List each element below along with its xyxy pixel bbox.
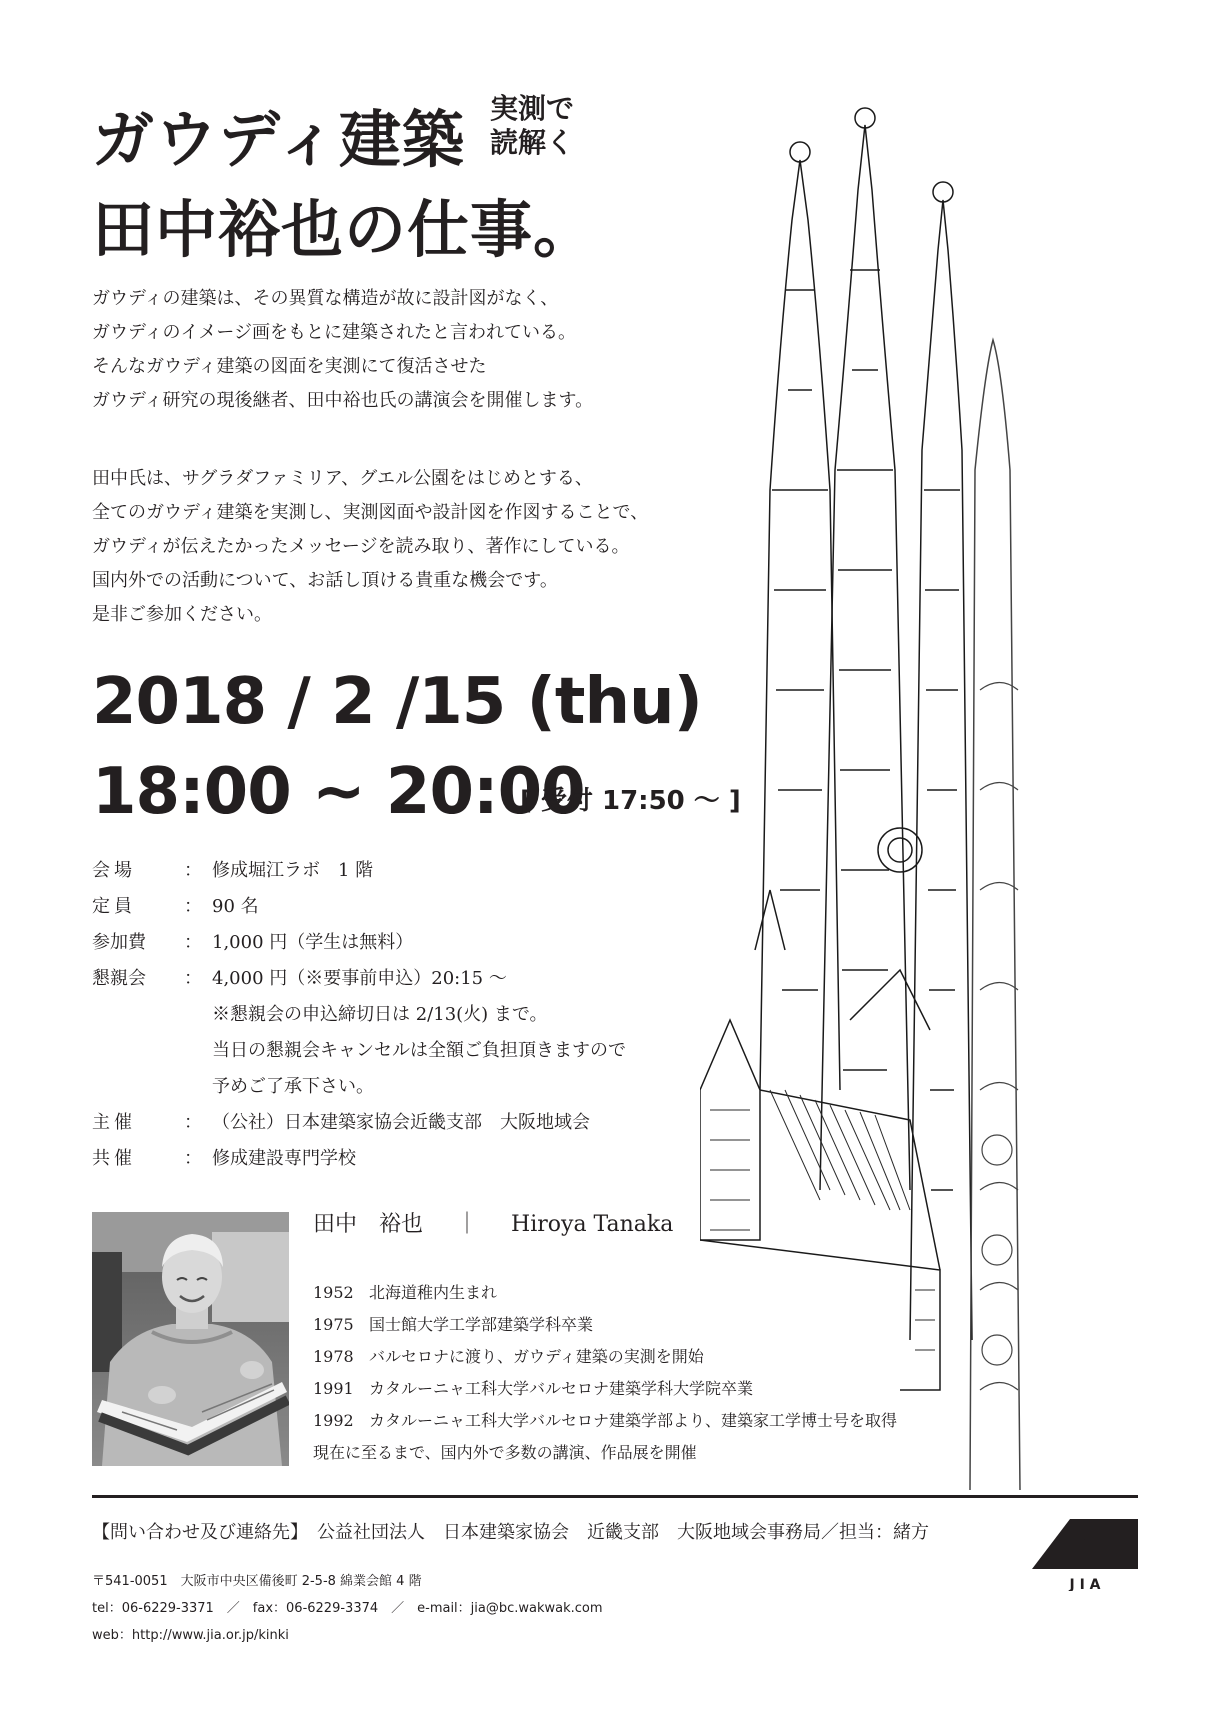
- party-note-1: ※懇親会の申込締切日は 2/13(火) まで。: [212, 1004, 548, 1025]
- contact-details: [92, 1568, 603, 1649]
- info-colon: ：: [184, 860, 202, 881]
- intro-line: 田中氏は、サグラダファミリア、グエル公園をはじめとする、: [92, 468, 593, 489]
- footer-divider: [92, 1495, 1138, 1498]
- cosponsor-label: 共催: [92, 1148, 136, 1169]
- phone-fax-email-line: tel：06-6229-3371 ／ fax：06-6229-3374 ／ e-mail：jia@bc.wakwak.com: [92, 1601, 603, 1616]
- main-title-line1: ガウディ建築: [92, 103, 466, 176]
- capacity-value: 90 名: [212, 896, 259, 917]
- reception-time: [ 受付 17:50 〜 ]: [520, 786, 741, 816]
- intro-line: ガウディが伝えたかったメッセージを読み取り、著作にしている。: [92, 536, 630, 557]
- subtitle-line1: 実測で: [490, 92, 575, 125]
- venue-value: 修成堀江ラボ 1 階: [212, 860, 374, 881]
- organizer-label: 主催: [92, 1112, 136, 1133]
- capacity-label: 定員: [92, 896, 136, 917]
- party-label: 懇親会: [92, 968, 146, 989]
- history-text: バルセロナに渡り、ガウディ建築の実測を開始: [369, 1347, 704, 1366]
- history-year: 1952: [313, 1283, 354, 1302]
- intro-line: ガウディの建築は、その異質な構造が故に設計図がなく、: [92, 288, 559, 309]
- intro-line: そんなガウディ建築の図面を実測にて復活させた: [92, 356, 487, 377]
- organizer-value: （公社）日本建築家協会近畿支部 大阪地域会: [212, 1112, 590, 1133]
- fee-value: 1,000 円（学生は無料）: [212, 932, 414, 953]
- intro-line: 国内外での活動について、お話し頂ける貴重な機会です。: [92, 570, 558, 591]
- venue-label: 会場: [92, 860, 136, 881]
- info-colon: ：: [184, 932, 202, 953]
- intro-line: 全てのガウディ建築を実測し、実測図面や設計図を作図することで、: [92, 502, 649, 523]
- contact-line: 【問い合わせ及び連絡先】 公益社団法人 日本建築家協会 近畿支部 大阪地域会事務局／担当：緒方: [92, 1522, 929, 1543]
- intro-line: 是非ご参加ください。: [92, 604, 272, 625]
- history-text: カタルーニャ工科大学バルセロナ建築学部より、建築家工学博士号を取得: [369, 1411, 898, 1430]
- speaker-name-ja: 田中 裕也: [313, 1212, 424, 1237]
- intro-paragraph-2: [92, 462, 732, 632]
- web-line: web：http://www.jia.or.jp/kinki: [92, 1628, 289, 1643]
- intro-paragraph-1: [92, 282, 732, 418]
- speaker-photo: [92, 1212, 289, 1466]
- info-colon: ：: [184, 968, 202, 989]
- party-note-2: 当日の懇親会キャンセルは全額ご負担頂きますので: [212, 1040, 626, 1061]
- party-value: 4,000 円（※要事前申込）20:15 〜: [212, 968, 507, 989]
- intro-line: ガウディ研究の現後継者、田中裕也氏の講演会を開催します。: [92, 390, 594, 411]
- info-colon: ：: [184, 896, 202, 917]
- main-title-line2: 田中裕也の仕事。: [92, 193, 597, 266]
- subtitle-line2: 読解く: [490, 126, 575, 159]
- event-time: 18:00 ~ 20:00: [92, 755, 585, 829]
- cosponsor-value: 修成建設専門学校: [212, 1148, 356, 1169]
- party-note-3: 予めご了承下さい。: [212, 1076, 374, 1097]
- history-current: 現在に至るまで、国内外で多数の講演、作品展を開催: [313, 1443, 697, 1462]
- info-colon: ：: [184, 1112, 202, 1133]
- history-year: 1991: [313, 1379, 354, 1398]
- speaker-name: [313, 1207, 673, 1238]
- sagrada-familia-drawing: [700, 90, 1170, 1490]
- main-subtitle: [490, 92, 600, 160]
- info-colon: ：: [184, 1148, 202, 1169]
- speaker-name-en: Hiroya Tanaka: [511, 1212, 674, 1237]
- history-text: カタルーニャ工科大学バルセロナ建築学科大学院卒業: [369, 1379, 754, 1398]
- intro-line: ガウディのイメージ画をもとに建築されたと言われている。: [92, 322, 577, 343]
- logo-text: J I A: [1069, 1577, 1101, 1591]
- history-text: 国士館大学工学部建築学科卒業: [369, 1315, 594, 1334]
- address-line: 〒541-0051 大阪市中央区備後町 2-5-8 綿業会館 4 階: [92, 1574, 422, 1589]
- history-year: 1992: [313, 1411, 354, 1430]
- jia-logo: [1030, 1517, 1140, 1591]
- name-separator: ｜: [456, 1212, 479, 1237]
- history-year: 1975: [313, 1315, 354, 1334]
- history-text: 北海道稚内生まれ: [369, 1283, 498, 1302]
- fee-label: 参加費: [92, 932, 146, 953]
- event-date: 2018 / 2 /15 (thu): [92, 665, 702, 739]
- history-year: 1978: [313, 1347, 354, 1366]
